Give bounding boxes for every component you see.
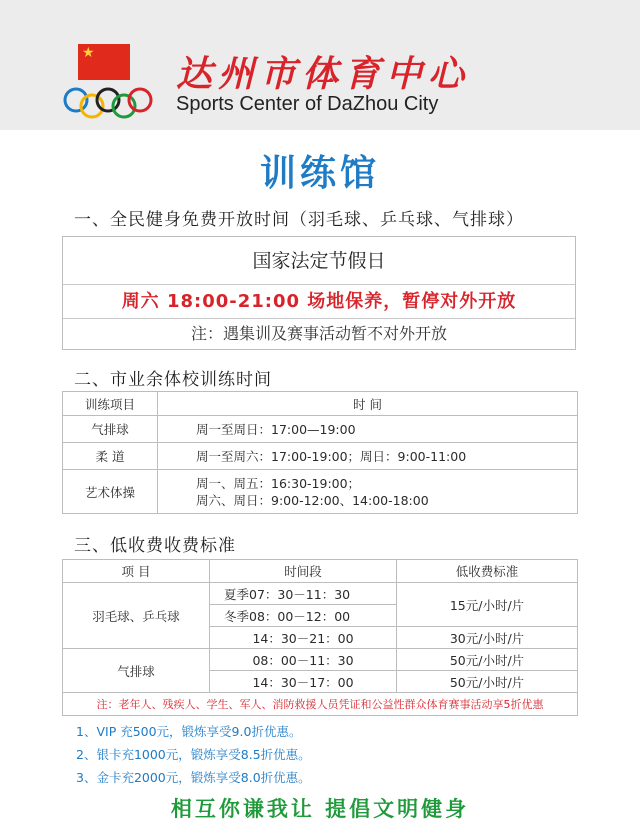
vip-line: 1、VIP 充500元，锻炼享受9.0折优惠。: [76, 724, 302, 739]
sport-cell: 柔 道: [63, 443, 158, 470]
time-cell: 夏季07：30－11：30: [210, 583, 397, 605]
maintenance-row: 周六 18:00-21:00 场地保养，暂停对外开放: [63, 285, 575, 319]
time-cell: [158, 470, 578, 514]
discount-note: 注：老年人、残疾人、学生、军人、消防救援人员凭证和公益性群众体育赛事活动享5折优惠: [62, 692, 578, 716]
header-cell: 训练项目: [63, 392, 158, 416]
table-row: [63, 416, 578, 443]
time-line: 周一、周五：16:30-19:00；: [196, 475, 361, 491]
olympic-rings-icon: [62, 84, 154, 120]
fee-table: [62, 559, 578, 693]
china-flag-icon: [78, 44, 130, 80]
holiday-row: 国家法定节假日: [63, 237, 575, 285]
sport-cell: 气排球: [63, 416, 158, 443]
slogan: 相互你谦我让 提倡文明健身: [170, 797, 470, 821]
notice-row: 注：遇集训及赛事活动暂不对外开放: [190, 324, 447, 343]
price-cell: 30元/小时/片: [397, 627, 578, 649]
time-cell: 14：30－17：00: [210, 671, 397, 693]
time-cell: 周一至周六：17:00-19:00；周日：9:00-11:00: [158, 443, 578, 470]
price-cell: 50元/小时/片: [397, 649, 578, 671]
item-cell: 羽毛球、乒乓球: [63, 583, 210, 649]
table-row: [63, 583, 578, 605]
time-line: 周六、周日：9:00-12:00、14:00-18:00: [196, 492, 429, 508]
vip-line: 2、银卡充1000元，锻炼享受8.5折优惠。: [76, 747, 311, 762]
center-name-cn: 达州市体育中心: [176, 53, 471, 95]
time-cell: 14：30－21：00: [210, 627, 397, 649]
header-cell: 低收费标准: [397, 560, 578, 583]
sport-cell: 艺术体操: [63, 470, 158, 514]
table-row: [63, 470, 578, 514]
header-banner: [0, 0, 640, 130]
section2-heading: 二、市业余体校训练时间: [74, 370, 272, 390]
free-hours-box: [62, 236, 576, 350]
section1-heading: 一、全民健身免费开放时间（羽毛球、乒乓球、气排球）: [74, 210, 524, 230]
header-cell: 时 间: [158, 392, 578, 416]
item-cell: 气排球: [63, 649, 210, 693]
vip-line: 3、金卡充2000元，锻炼享受8.0折优惠。: [76, 770, 311, 785]
price-cell: 15元/小时/片: [397, 583, 578, 627]
time-cell: 冬季08：00－12：00: [210, 605, 397, 627]
center-name-en: Sports Center of DaZhou City: [176, 93, 439, 115]
page-title: 训练馆: [259, 153, 380, 194]
section3-heading: 三、低收费收费标准: [74, 536, 236, 556]
table-row: [63, 443, 578, 470]
table-row: [63, 649, 578, 671]
table-header-row: [63, 560, 578, 583]
price-cell: 50元/小时/片: [397, 671, 578, 693]
star-icon: ★: [82, 45, 95, 61]
time-cell: 08：00－11：30: [210, 649, 397, 671]
table-header-row: [63, 392, 578, 416]
training-schedule-table: [62, 391, 578, 514]
time-cell: 周一至周日：17:00—19:00: [158, 416, 578, 443]
header-cell: 项 目: [63, 560, 210, 583]
header-cell: 时间段: [210, 560, 397, 583]
